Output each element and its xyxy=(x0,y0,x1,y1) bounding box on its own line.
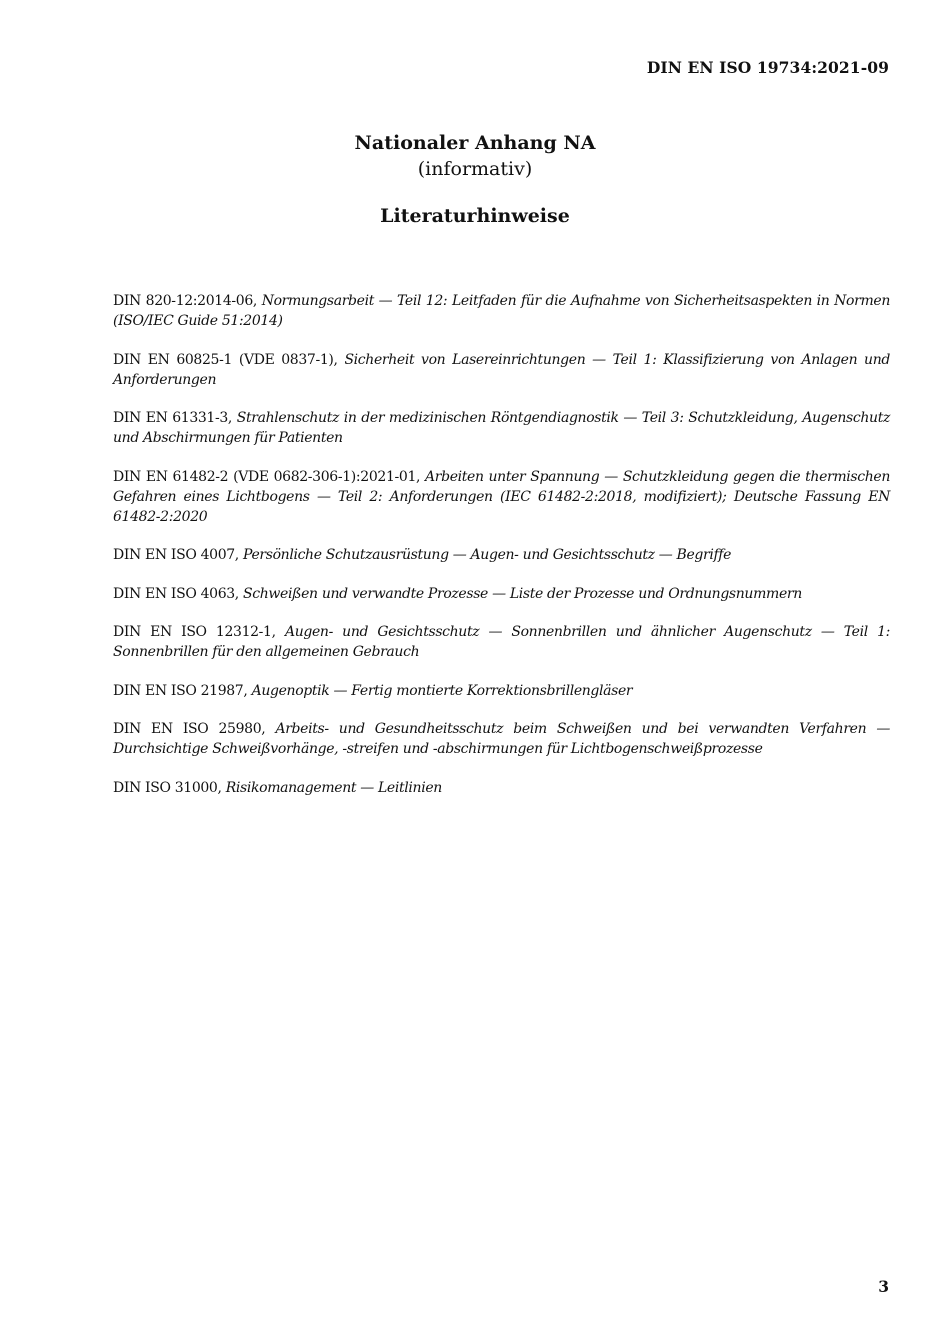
reference-title: Arbeiten unter Spannung — Schutzkleidung gegen die thermischen Gefahren eines Lichtbogens — Teil 2: Anforderungen (IEC 61482-2:2018, modifiziert); Deutsche Fassung EN 61482-2:2020 xyxy=(113,468,890,525)
page-number: 3 xyxy=(878,1277,889,1296)
reference-title: Augenoptik — Fertig montierte Korrektionsbrillengläser xyxy=(251,682,633,699)
reference-id: DIN EN ISO 25980, xyxy=(113,721,276,737)
reference-id: DIN EN 61482-2 (VDE 0682-306-1):2021-01, xyxy=(113,468,425,485)
annex-subtitle: (informativ) xyxy=(417,158,533,180)
reference-id: DIN EN ISO 12312-1, xyxy=(113,624,285,640)
reference-title: Persönliche Schutzausrüstung — Augen- und Gesichtsschutz — Begriffe xyxy=(243,547,732,563)
reference-title: Arbeits- und Gesundheitsschutz beim Schweißen und bei verwandten Verfahren — Durchsichtige Schweißvorhänge, -streifen und -abschirmungen für Lichtbogenschweißprozesse xyxy=(113,721,890,757)
reference-item xyxy=(113,408,890,448)
reference-title: Strahlenschutz in der medizinischen Röntgendiagnostik — Teil 3: Schutzkleidung, Augenschutz und Abschirmungen für Patienten xyxy=(113,410,890,446)
reference-item xyxy=(113,467,890,527)
reference-id: DIN EN ISO 4007, xyxy=(113,547,244,563)
annex-heading xyxy=(0,130,950,181)
reference-item xyxy=(113,622,890,662)
reference-item xyxy=(113,291,890,331)
document-id: DIN EN ISO 19734:2021-09 xyxy=(646,58,889,77)
annex-title: Nationaler Anhang NA xyxy=(354,132,596,154)
reference-title: Normungsarbeit — Teil 12: Leitfaden für die Aufnahme von Sicherheitsaspekten in Normen (ISO/IEC Guide 51:2014) xyxy=(113,293,890,329)
reference-id: DIN ISO 31000, xyxy=(113,779,226,796)
reference-title: Schweißen und verwandte Prozesse — Liste der Prozesse und Ordnungsnummern xyxy=(243,585,802,602)
reference-id: DIN 820-12:2014-06, xyxy=(113,293,262,309)
reference-item xyxy=(113,545,890,565)
reference-item xyxy=(113,681,890,701)
reference-id: DIN EN ISO 4063, xyxy=(113,585,244,602)
section-title: Literaturhinweise xyxy=(380,205,570,227)
reference-item xyxy=(113,778,890,798)
reference-list xyxy=(113,291,890,816)
reference-title: Sicherheit von Lasereinrichtungen — Teil 1: Klassifizierung von Anlagen und Anforderungen xyxy=(113,351,891,388)
reference-id: DIN EN ISO 21987, xyxy=(113,682,252,699)
reference-id: DIN EN 61331-3, xyxy=(113,410,237,426)
reference-item xyxy=(113,350,890,390)
reference-title: Augen- und Gesichtsschutz — Sonnenbrillen und ähnlicher Augenschutz — Teil 1: Sonnenbrillen für den allgemeinen Gebrauch xyxy=(113,624,891,660)
reference-id: DIN EN 60825-1 (VDE 0837-1), xyxy=(113,351,345,368)
reference-title: Risikomanagement — Leitlinien xyxy=(225,779,442,796)
reference-item xyxy=(113,719,890,759)
reference-item xyxy=(113,584,890,604)
